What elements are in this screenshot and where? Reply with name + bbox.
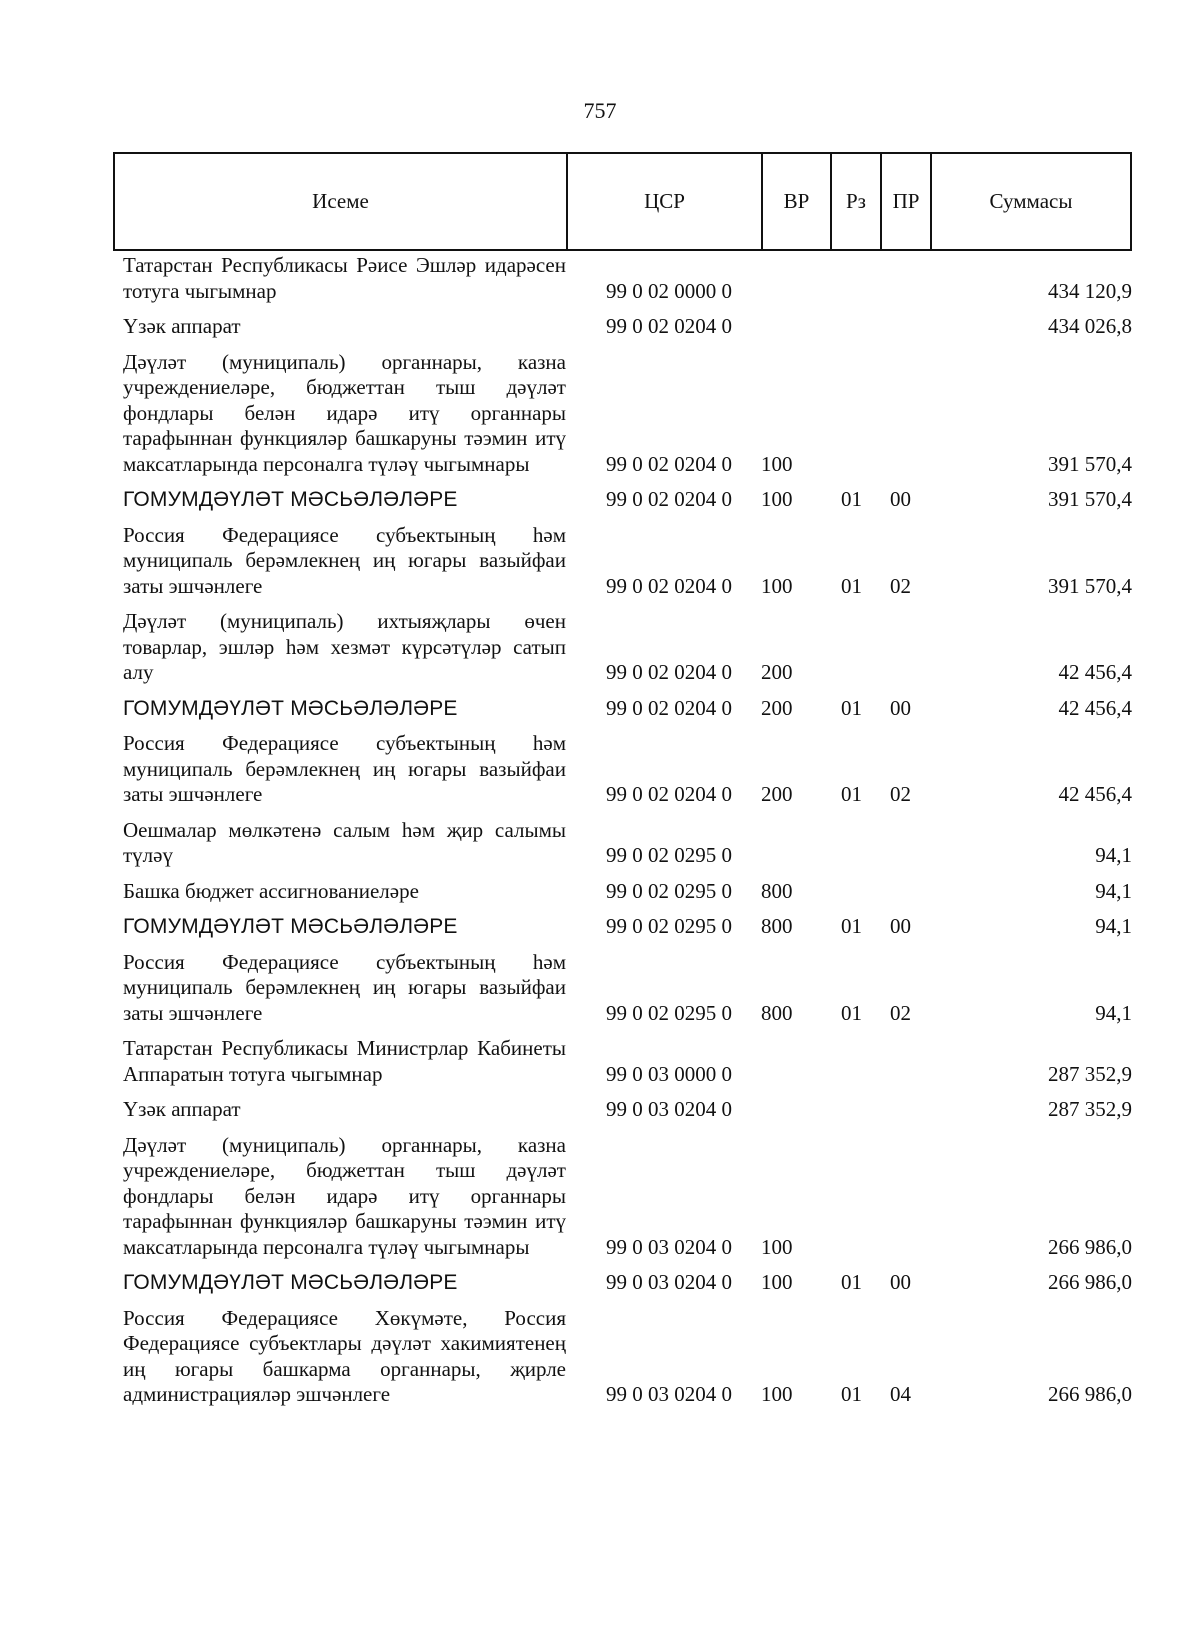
row-sum: 391 570,4: [1048, 451, 1132, 476]
row-name: ГОМУМДӘҮЛӘТ МӘСЬӘЛӘЛӘРЕ: [123, 915, 458, 938]
row-pr: 00: [890, 695, 911, 720]
row-name: Россия Федерациясе Хөкүмәте, Россия Федерациясе субъектлары дәүләт хакимиятенең иң югары башкарма органнары, җирле администрацияләр эшчәнлеге: [123, 1305, 566, 1406]
row-vr: 100: [761, 451, 793, 476]
row-sum: 287 352,9: [1048, 1061, 1132, 1086]
row-vr: 200: [761, 660, 793, 684]
row-csr: 99 0 03 0204 0: [606, 1382, 732, 1406]
table-row: [113, 696, 1132, 722]
row-csr: 99 0 02 0204 0: [606, 451, 732, 476]
row-csr: 99 0 02 0295 0: [606, 843, 732, 867]
row-sum: 266 986,0: [1048, 1382, 1132, 1406]
row-pr: 02: [890, 1000, 911, 1025]
row-csr: 99 0 03 0204 0: [606, 1234, 732, 1259]
row-rz: 01: [841, 1000, 862, 1025]
row-csr: 99 0 02 0000 0: [606, 278, 732, 303]
row-name: Татарстан Республикасы Рәисе Эшләр идарәсен тотуга чыгымнар: [123, 253, 566, 303]
row-csr: 99 0 02 0204 0: [606, 695, 732, 720]
header-csr: ЦСР: [568, 154, 763, 249]
row-sum: 94,1: [1095, 843, 1132, 867]
table-row: [113, 1306, 1132, 1408]
row-sum: 434 120,9: [1048, 278, 1132, 303]
table-row: [113, 350, 1132, 478]
row-rz: 01: [841, 1270, 862, 1294]
row-csr: 99 0 02 0204 0: [606, 487, 732, 511]
row-rz: 01: [841, 487, 862, 511]
table-row: [113, 523, 1132, 600]
row-pr: 04: [890, 1382, 911, 1406]
table-row: [113, 253, 1132, 304]
row-name: Россия Федерациясе субъектының һәм муниципаль берәмлекнең иң югары вазыйфаи заты эшчәнлеге: [123, 522, 566, 598]
row-name: Дәүләт (муниципаль) ихтыяҗлары өчен товарлар, эшләр һәм хезмәт күрсәтүләр сатып алу: [123, 609, 566, 684]
row-pr: 00: [890, 1270, 911, 1294]
table-row: [113, 818, 1132, 869]
row-pr: 00: [890, 487, 911, 511]
row-sum: 391 570,4: [1048, 487, 1132, 511]
row-csr: 99 0 02 0295 0: [606, 1000, 732, 1025]
row-sum: 94,1: [1095, 878, 1132, 903]
row-vr: 800: [761, 878, 793, 903]
row-vr: 100: [761, 573, 793, 598]
row-sum: 94,1: [1095, 914, 1132, 938]
row-sum: 42 456,4: [1058, 782, 1132, 806]
table-row: [113, 1097, 1132, 1123]
row-csr: 99 0 02 0204 0: [606, 782, 732, 806]
row-name: ГОМУМДӘҮЛӘТ МӘСЬӘЛӘЛӘРЕ: [123, 488, 458, 511]
row-vr: 100: [761, 487, 793, 511]
row-pr: 02: [890, 782, 911, 806]
header-vr: ВР: [763, 154, 832, 249]
row-csr: 99 0 02 0204 0: [606, 573, 732, 598]
header-name: Исеме: [115, 154, 568, 249]
row-sum: 391 570,4: [1048, 573, 1132, 598]
row-name: ГОМУМДӘҮЛӘТ МӘСЬӘЛӘЛӘРЕ: [123, 1271, 458, 1294]
row-sum: 42 456,4: [1058, 695, 1132, 720]
header-rz: Рз: [832, 154, 882, 249]
table-row: [113, 1270, 1132, 1296]
table-header: [113, 152, 1132, 251]
row-name: Татарстан Республикасы Министрлар Кабинеты Аппаратын тотуга чыгымнар: [123, 1036, 566, 1086]
table-row: [113, 1036, 1132, 1087]
table-row: [113, 879, 1132, 905]
row-name: Үзәк аппарат: [123, 1097, 241, 1121]
row-csr: 99 0 03 0204 0: [606, 1097, 732, 1121]
header-pr: ПР: [882, 154, 932, 249]
row-name: Дәүләт (муниципаль) органнары, казна учреждениеләре, бюджеттан тыш дәүләт фондлары белән идарә итү органнары тарафыннан функцияләр башкаруны тәэмин итү максатларында персоналга түләү чыгымнары: [123, 1132, 566, 1259]
row-csr: 99 0 02 0295 0: [606, 914, 732, 938]
row-vr: 800: [761, 914, 793, 938]
row-rz: 01: [841, 573, 862, 598]
row-sum: 434 026,8: [1048, 314, 1132, 338]
row-name: Оешмалар мөлкәтенә салым һәм җир салымы түләү: [123, 817, 566, 867]
row-vr: 100: [761, 1270, 793, 1294]
header-sum: Суммасы: [989, 189, 1073, 213]
row-csr: 99 0 03 0204 0: [606, 1270, 732, 1294]
row-name: ГОМУМДӘҮЛӘТ МӘСЬӘЛӘЛӘРЕ: [123, 696, 458, 720]
row-vr: 200: [761, 782, 793, 806]
row-vr: 100: [761, 1382, 793, 1406]
row-sum: 94,1: [1095, 1000, 1132, 1025]
row-name: Дәүләт (муниципаль) органнары, казна учреждениеләре, бюджеттан тыш дәүләт фондлары белән идарә итү органнары тарафыннан функцияләр башкаруны тәэмин итү максатларында персоналга түләү чыгымнары: [123, 349, 566, 476]
table-row: [113, 1133, 1132, 1261]
row-name: Үзәк аппарат: [123, 314, 241, 338]
row-sum: 266 986,0: [1048, 1270, 1132, 1294]
row-sum: 287 352,9: [1048, 1097, 1132, 1121]
row-csr: 99 0 02 0295 0: [606, 878, 732, 903]
row-rz: 01: [841, 695, 862, 720]
row-vr: 100: [761, 1234, 793, 1259]
table-row: [113, 731, 1132, 808]
row-rz: 01: [841, 914, 862, 938]
row-name: Россия Федерациясе субъектының һәм муниципаль берәмлекнең иң югары вазыйфаи заты эшчәнлеге: [123, 731, 566, 806]
row-csr: 99 0 02 0204 0: [606, 660, 732, 684]
row-name: Россия Федерациясе субъектының һәм муниципаль берәмлекнең иң югары вазыйфаи заты эшчәнлеге: [123, 949, 566, 1025]
row-rz: 01: [841, 1382, 862, 1406]
row-pr: 00: [890, 914, 911, 938]
table-row: [113, 914, 1132, 940]
page-number: 757: [583, 98, 617, 123]
row-vr: 800: [761, 1000, 793, 1025]
row-rz: 01: [841, 782, 862, 806]
row-pr: 02: [890, 573, 911, 598]
row-name: Башка бюджет ассигнованиеләре: [123, 878, 419, 903]
table-row: [113, 950, 1132, 1027]
table-row: [113, 314, 1132, 340]
row-csr: 99 0 03 0000 0: [606, 1061, 732, 1086]
row-vr: 200: [761, 695, 793, 720]
row-sum: 42 456,4: [1058, 660, 1132, 684]
row-sum: 266 986,0: [1048, 1234, 1132, 1259]
table-row: [113, 487, 1132, 513]
table-row: [113, 609, 1132, 686]
row-csr: 99 0 02 0204 0: [606, 314, 732, 338]
table-body: [113, 253, 1132, 1418]
